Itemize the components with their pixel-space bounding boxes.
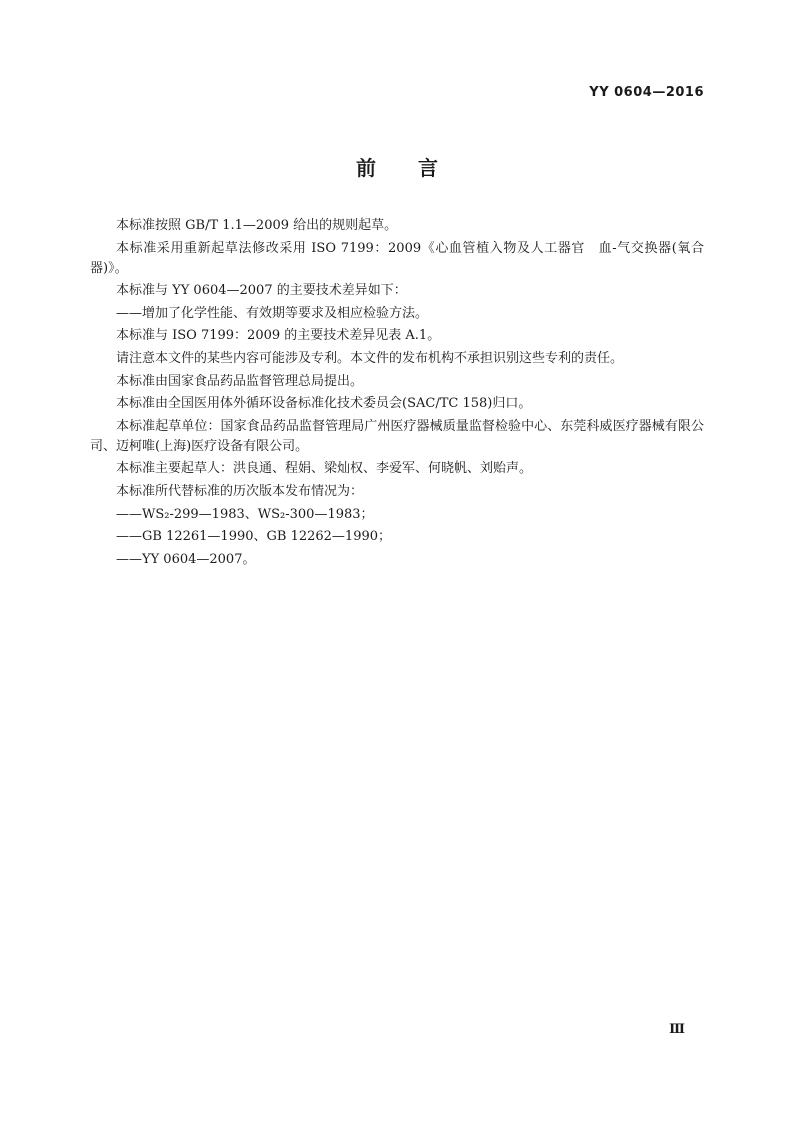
paragraph-committee: 本标准由全国医用体外循环设备标准化技术委员会(SAC/TC 158)归口。 [116,396,532,412]
page-number: Ⅲ [669,1022,685,1037]
list-item-history: ——YY 0604—2007。 [116,551,256,567]
paragraph-drafting-rules: 本标准按照 GB/T 1.1—2009 给出的规则起草。 [116,218,398,233]
page-title: 前言 [356,156,480,180]
paragraph-patent: 请注意本文件的某些内容可能涉及专利。本文件的发布机构不承担识别这些专利的责任。 [116,350,624,366]
paragraph-diff-intro: 本标准与 YY 0604—2007 的主要技术差异如下： [116,283,407,299]
paragraph-history-intro: 本标准所代替标准的历次版本发布情况为： [116,483,364,499]
paragraph-drafters: 本标准主要起草人：洪良通、程娟、梁灿权、李爱军、何晓帆、刘贻声。 [116,461,533,477]
standard-code: YY 0604—2016 [589,85,704,100]
list-item-diff: ——增加了化学性能、有效期等要求及相应检验方法。 [116,305,429,321]
paragraph-drafting-units: 本标准起草单位：国家食品药品监督管理局广州医疗器械质量监督检验中心、东莞科威医疗器械有限公司、迈柯唯(上海)医疗设备有限公司。 [90,418,704,454]
list-item-history: ——WS₂-299—1983、WS₂-300—1983； [116,506,374,522]
list-item-history: ——GB 12261—1990、GB 12262—1990； [116,529,392,545]
paragraph-iso-diff: 本标准与 ISO 7199：2009 的主要技术差异见表 A.1。 [116,328,441,344]
foreword-body [90,216,704,572]
paragraph-adoption: 本标准采用重新起草法修改采用 ISO 7199：2009《心血管植入物及人工器官 血-气交换器(氧合器)》。 [90,240,704,276]
paragraph-proposed-by: 本标准由国家食品药品监督管理总局提出。 [116,373,364,389]
